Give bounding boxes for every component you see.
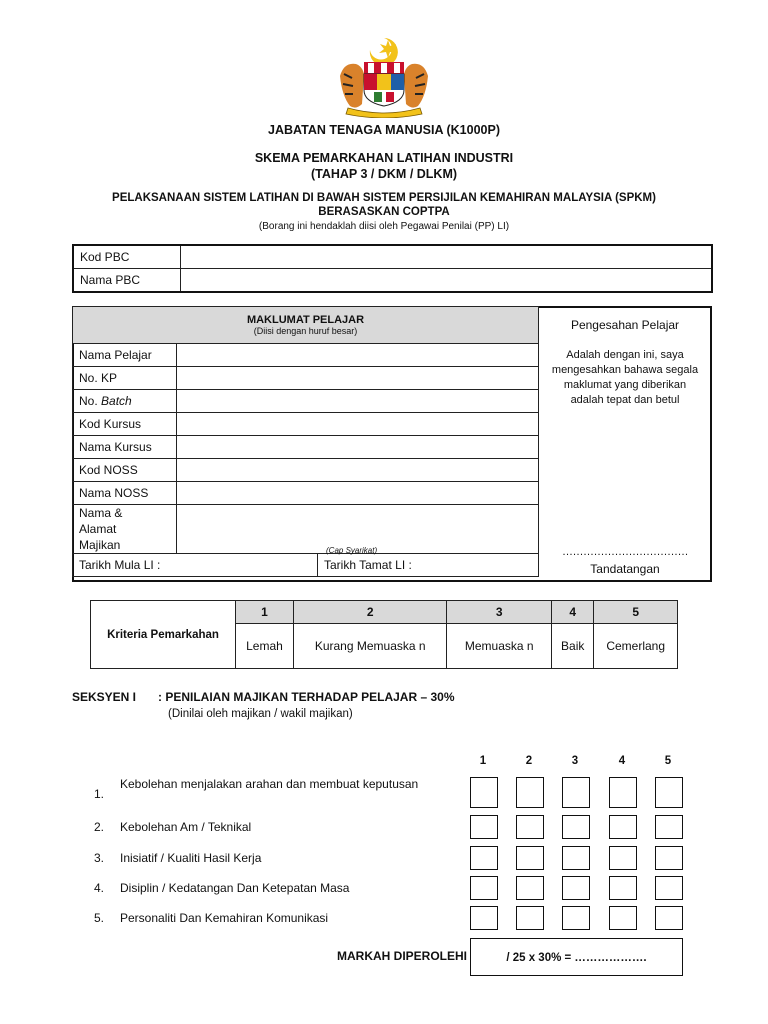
score-checkbox[interactable] bbox=[609, 815, 637, 839]
score-column-header: 4 bbox=[618, 755, 626, 767]
pbc-table bbox=[72, 244, 713, 293]
score-checkbox[interactable] bbox=[609, 906, 637, 930]
score-checkbox[interactable] bbox=[609, 876, 637, 900]
score-checkbox[interactable] bbox=[655, 777, 683, 808]
agency-title: JABATAN TENAGA MANUSIA (K1000P) bbox=[268, 123, 500, 137]
employer-address-label-line3: Majikan bbox=[79, 538, 121, 552]
student-info-subtitle: (Diisi dengan huruf besar) bbox=[253, 326, 358, 336]
criterion-number: 1. bbox=[94, 787, 105, 801]
score-checkbox[interactable] bbox=[655, 906, 683, 930]
student-info-header bbox=[73, 307, 539, 344]
end-date-label: Tarikh Tamat LI : bbox=[324, 558, 412, 572]
training-dates-row bbox=[73, 554, 539, 577]
course-code-label: Kod Kursus bbox=[73, 413, 177, 436]
score-checkbox[interactable] bbox=[655, 876, 683, 900]
section-label: SEKSYEN I bbox=[72, 690, 137, 704]
score-checkbox[interactable] bbox=[516, 846, 544, 870]
criterion-text: Personaliti Dan Kemahiran Komunikasi bbox=[120, 911, 329, 925]
student-info-title: MAKLUMAT PELAJAR bbox=[246, 314, 365, 326]
scheme-title-line2: (TAHAP 3 / DKM / DLKM) bbox=[310, 167, 458, 181]
employer-address-label-line1: Nama & bbox=[79, 506, 123, 520]
scoring-criteria-table bbox=[90, 600, 678, 669]
scheme-title-line1: SKEMA PEMARKAHAN LATIHAN INDUSTRI bbox=[254, 151, 514, 165]
form-instruction-note: (Borang ini hendaklah diisi oleh Pegawai Penilai (PP) LI) bbox=[258, 221, 510, 232]
criterion-text: Disiplin / Kedatangan Dan Ketepatan Masa bbox=[120, 881, 350, 895]
pbc-kod-field[interactable] bbox=[181, 245, 713, 269]
marks-formula: / 25 x 30% = ………………. bbox=[506, 952, 647, 964]
score-checkbox[interactable] bbox=[516, 777, 544, 808]
score-checkbox[interactable] bbox=[609, 846, 637, 870]
score-checkbox[interactable] bbox=[470, 876, 498, 900]
student-name-field[interactable] bbox=[177, 344, 539, 367]
score-checkbox[interactable] bbox=[655, 846, 683, 870]
coat-of-arms-emblem bbox=[330, 36, 438, 118]
criteria-level-desc: Kurang Memuaska n bbox=[293, 624, 447, 669]
implementation-title-line1: PELAKSANAAN SISTEM LATIHAN DI BAWAH SISTEM PERSIJILAN KEMAHIRAN MALAYSIA (SPKM) bbox=[112, 192, 656, 204]
score-checkbox[interactable] bbox=[470, 777, 498, 808]
employer-address-label bbox=[73, 505, 177, 554]
score-checkbox[interactable] bbox=[562, 876, 590, 900]
score-checkbox[interactable] bbox=[562, 815, 590, 839]
score-checkbox[interactable] bbox=[562, 846, 590, 870]
noss-code-label: Kod NOSS bbox=[73, 459, 177, 482]
score-checkbox[interactable] bbox=[516, 876, 544, 900]
student-confirmation-text: Adalah dengan ini, saya mengesahkan bahawa segala maklumat yang diberikan adalah tepat dan betul bbox=[551, 349, 699, 406]
section-title: : PENILAIAN MAJIKAN TERHADAP PELAJAR – 30% bbox=[158, 690, 455, 704]
student-batch-label bbox=[73, 390, 177, 413]
course-name-label: Nama Kursus bbox=[73, 436, 177, 459]
pbc-nama-field[interactable] bbox=[181, 269, 713, 293]
score-checkbox[interactable] bbox=[516, 815, 544, 839]
pbc-nama-label: Nama PBC bbox=[73, 269, 181, 293]
score-checkbox[interactable] bbox=[516, 906, 544, 930]
criteria-level-desc: Baik bbox=[552, 624, 594, 669]
start-date-field[interactable] bbox=[73, 554, 318, 576]
criteria-level-number: 2 bbox=[293, 601, 447, 624]
noss-name-field[interactable] bbox=[177, 482, 539, 505]
criteria-level-number: 1 bbox=[236, 601, 294, 624]
score-checkbox[interactable] bbox=[655, 815, 683, 839]
criterion-number: 3. bbox=[94, 851, 105, 865]
section-subtitle: (Dinilai oleh majikan / wakil majikan) bbox=[168, 708, 353, 720]
company-stamp-note: (Cap Syarikat) bbox=[326, 546, 378, 555]
student-batch-field[interactable] bbox=[177, 390, 539, 413]
criterion-number: 2. bbox=[94, 820, 105, 834]
start-date-label: Tarikh Mula LI : bbox=[79, 558, 161, 572]
score-checkbox[interactable] bbox=[609, 777, 637, 808]
criteria-level-number: 5 bbox=[594, 601, 678, 624]
marks-obtained-label: MARKAH DIPEROLEHI bbox=[337, 949, 468, 963]
student-info-table bbox=[72, 306, 539, 577]
course-code-field[interactable] bbox=[177, 413, 539, 436]
student-batch-prefix: No. bbox=[79, 394, 102, 408]
score-checkbox[interactable] bbox=[562, 777, 590, 808]
implementation-title bbox=[0, 191, 768, 219]
criteria-level-desc: Cemerlang bbox=[594, 624, 678, 669]
end-date-field[interactable] bbox=[318, 554, 538, 576]
employer-address-label-line2: Alamat bbox=[79, 522, 117, 536]
criterion-text: Inisiatif / Kualiti Hasil Kerja bbox=[120, 851, 262, 865]
student-ic-label: No. KP bbox=[73, 367, 177, 390]
implementation-title-line2: BERASASKAN COPTPA bbox=[318, 206, 450, 218]
student-confirmation-panel bbox=[540, 308, 710, 580]
student-batch-italic: Batch bbox=[101, 394, 132, 408]
noss-code-field[interactable] bbox=[177, 459, 539, 482]
criteria-level-number: 3 bbox=[447, 601, 552, 624]
pbc-nama-row bbox=[73, 269, 712, 293]
scoring-criteria-label: Kriteria Pemarkahan bbox=[91, 601, 236, 669]
pbc-kod-row bbox=[73, 245, 712, 269]
course-name-field[interactable] bbox=[177, 436, 539, 459]
scheme-title bbox=[0, 150, 768, 182]
student-confirmation-title: Pengesahan Pelajar bbox=[570, 318, 680, 332]
criterion-text: Kebolehan menjalakan arahan dan membuat keputusan bbox=[120, 777, 419, 791]
signature-label: Tandatangan bbox=[590, 562, 660, 576]
score-checkbox[interactable] bbox=[470, 906, 498, 930]
noss-name-label: Nama NOSS bbox=[73, 482, 177, 505]
pbc-kod-label: Kod PBC bbox=[73, 245, 181, 269]
score-checkbox[interactable] bbox=[562, 906, 590, 930]
student-ic-field[interactable] bbox=[177, 367, 539, 390]
student-name-label: Nama Pelajar bbox=[73, 344, 177, 367]
score-column-header: 1 bbox=[479, 755, 487, 767]
criterion-text: Kebolehan Am / Teknikal bbox=[120, 820, 252, 834]
score-column-header: 3 bbox=[571, 755, 579, 767]
score-column-header: 5 bbox=[664, 755, 672, 767]
criteria-level-desc: Lemah bbox=[236, 624, 294, 669]
score-checkbox[interactable] bbox=[470, 846, 498, 870]
score-checkbox[interactable] bbox=[470, 815, 498, 839]
signature-line[interactable]: ……………………………… bbox=[562, 546, 688, 558]
criterion-number: 5. bbox=[94, 911, 105, 925]
score-column-header: 2 bbox=[525, 755, 533, 767]
criteria-level-number: 4 bbox=[552, 601, 594, 624]
criterion-number: 4. bbox=[94, 881, 105, 895]
criteria-level-desc: Memuaska n bbox=[447, 624, 552, 669]
